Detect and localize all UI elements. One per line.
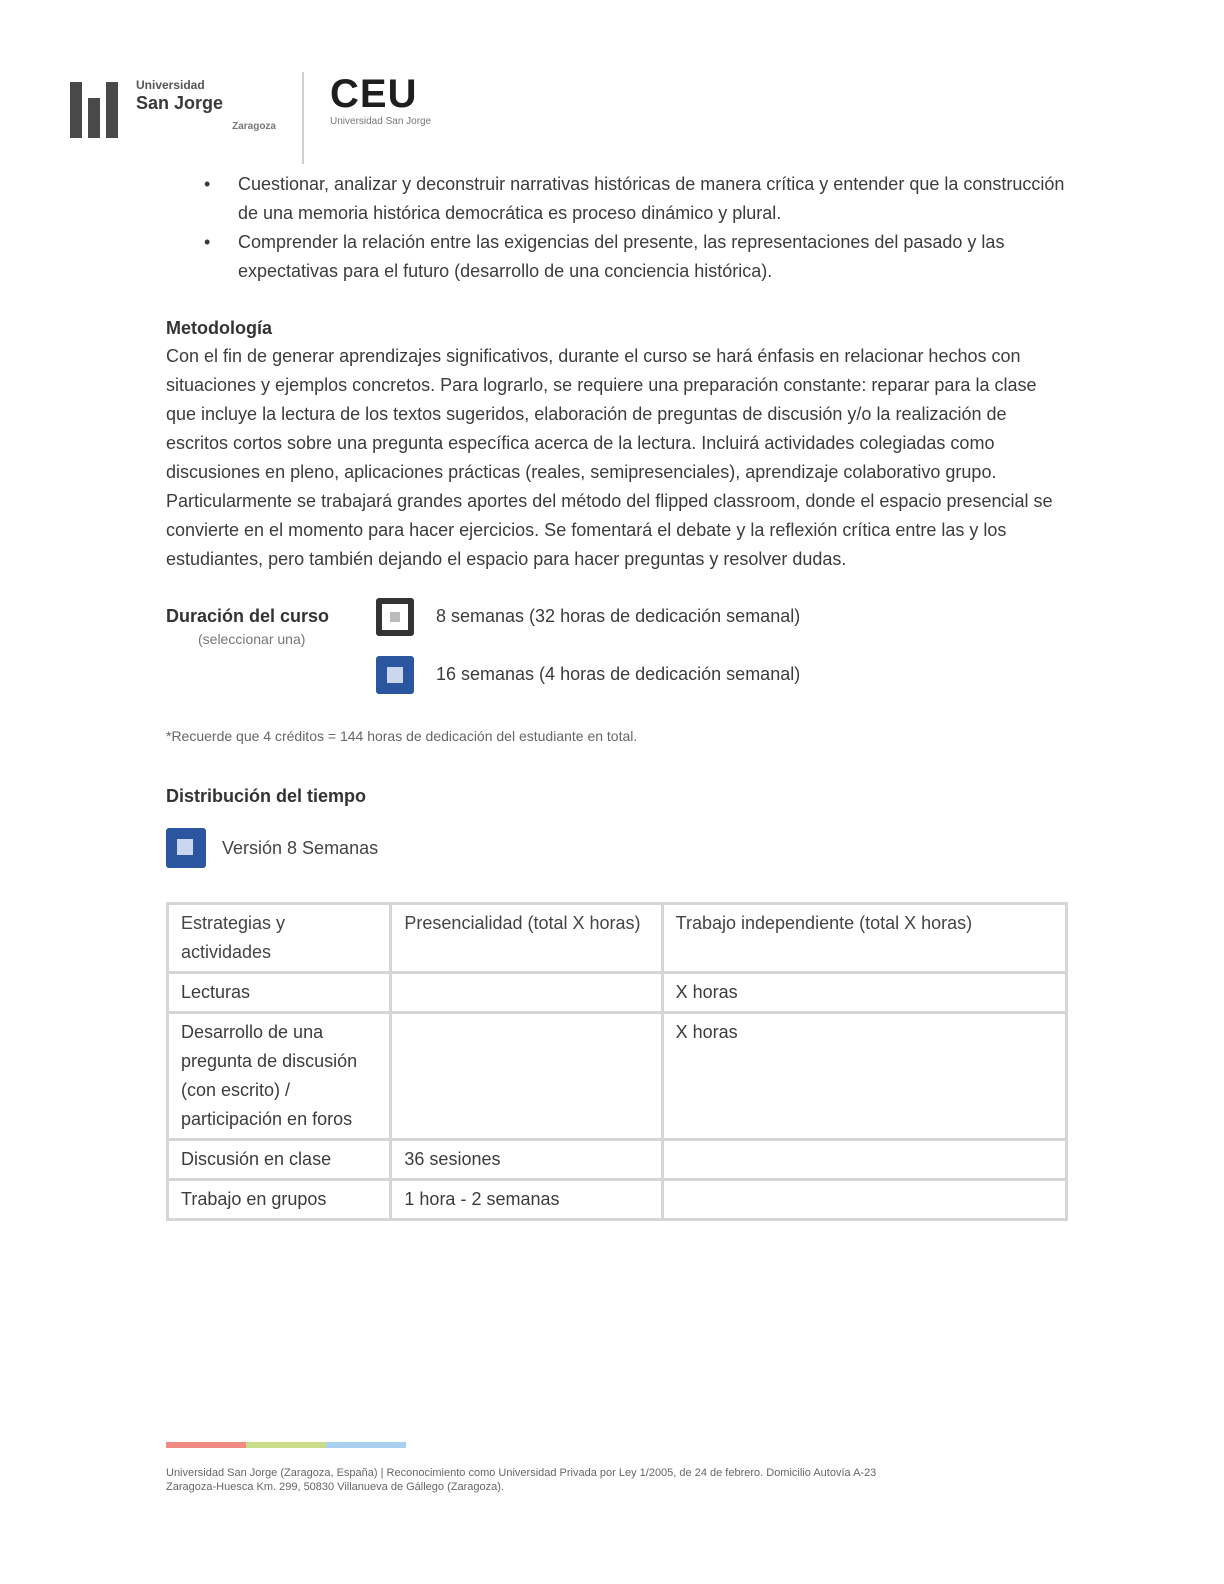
methodology-heading: Metodología bbox=[166, 318, 272, 338]
usj-name-line2: San Jorge bbox=[136, 93, 224, 113]
table-header-row bbox=[168, 904, 1067, 973]
ceu-logo bbox=[330, 72, 440, 128]
table-cell: 36 sesiones bbox=[391, 1140, 662, 1180]
footer-bar-blue bbox=[326, 1442, 406, 1448]
ceu-tagline: Universidad San Jorge bbox=[330, 116, 432, 127]
list-item: • Cuestionar, analizar y deconstruir narrativas históricas de manera crítica y entender que la construcción de una memoria histórica democrática es proceso dinámico y plural. bbox=[238, 170, 1066, 228]
table-cell bbox=[662, 1140, 1066, 1180]
ceu-name: CEU bbox=[330, 72, 418, 116]
table-cell: Desarrollo de una pregunta de discusión (con escrito) / participación en foros bbox=[168, 1013, 391, 1140]
table-cell bbox=[662, 1180, 1066, 1220]
table-header-cell: Estrategias y actividades bbox=[168, 904, 391, 973]
distribution-heading: Distribución del tiempo bbox=[166, 786, 367, 806]
table-cell: Discusión en clase bbox=[168, 1140, 391, 1180]
usj-mark-icon bbox=[70, 82, 126, 138]
duration-8-weeks-checkbox[interactable] bbox=[376, 598, 414, 636]
table-cell: 1 hora - 2 semanas bbox=[391, 1180, 662, 1220]
footer-text: Universidad San Jorge (Zaragoza, España) | Reconocimiento como Universidad Privada por Ley 1/2005, de 24 de febrero. Domicilio Autovía A-23 Zaragoza-Huesca Km. 299, 50830 Villanueva de Gállego (Zaragoza). bbox=[166, 1467, 877, 1493]
table-row bbox=[168, 1180, 1067, 1220]
duration-option-16-weeks: 16 semanas (4 horas de dedicación semanal) bbox=[436, 664, 801, 684]
usj-logo bbox=[70, 78, 276, 158]
table-row bbox=[168, 973, 1067, 1013]
table-cell: X horas bbox=[662, 1013, 1066, 1140]
duration-16-weeks-checkbox[interactable] bbox=[376, 656, 414, 694]
usj-name-line1: Universidad bbox=[136, 78, 205, 92]
modality-row bbox=[166, 828, 1066, 880]
logo-divider bbox=[302, 72, 304, 164]
footer-bar-red bbox=[166, 1442, 246, 1448]
duration-label: Duración del curso bbox=[166, 606, 330, 626]
table-cell bbox=[391, 973, 662, 1013]
credits-note: *Recuerde que 4 créditos = 144 horas de dedicación del estudiante en total. bbox=[166, 728, 638, 744]
table-cell: Trabajo en grupos bbox=[168, 1180, 391, 1220]
table-cell: Lecturas bbox=[168, 973, 391, 1013]
modality-checkbox[interactable] bbox=[166, 828, 206, 868]
time-distribution-table bbox=[166, 902, 1068, 1221]
table-row bbox=[168, 1140, 1067, 1180]
duration-sublabel: (seleccionar una) bbox=[198, 631, 306, 647]
table-row bbox=[168, 1013, 1067, 1140]
footer-color-bar bbox=[166, 1442, 406, 1448]
objectives-list bbox=[166, 170, 1066, 286]
table-cell bbox=[391, 1013, 662, 1140]
modality-label: Versión 8 Semanas bbox=[222, 838, 379, 858]
footer-bar-green bbox=[246, 1442, 326, 1448]
methodology-text: Con el fin de generar aprendizajes significativos, durante el curso se hará énfasis en relacionar hechos con situaciones y ejemplos concretos. Para lograrlo, se requiere una preparación constante: reparar para la clase que incluye la lectura de los textos sugeridos, elaboración de preguntas de discusión y/o la realización de escritos cortos sobre una pregunta específica acerca de la lectura. Incluirá actividades colegiadas como discusiones en pleno, aplicaciones prácticas (reales, semipresenciales), aprendizaje colaborativo grupo. Particularmente se trabajará grandes aportes del método del flipped classroom, donde el espacio presencial se convierte en el momento para hacer ejercicios. Se fomentará el debate y la reflexión crítica entre las y los estudiantes, pero también dejando el espacio para hacer preguntas y resolver dudas. bbox=[166, 346, 1053, 569]
duration-option-8-weeks: 8 semanas (32 horas de dedicación semanal) bbox=[436, 606, 801, 626]
table-header-cell: Trabajo independiente (total X horas) bbox=[662, 904, 1066, 973]
document-body bbox=[166, 170, 1066, 1221]
table-cell: X horas bbox=[662, 973, 1066, 1013]
list-item: • Comprender la relación entre las exigencias del presente, las representaciones del pasado y las expectativas para el futuro (desarrollo de una conciencia histórica). bbox=[238, 228, 1066, 286]
usj-tagline: Zaragoza bbox=[232, 121, 276, 132]
duration-section bbox=[166, 598, 1066, 716]
table-header-cell: Presencialidad (total X horas) bbox=[391, 904, 662, 973]
